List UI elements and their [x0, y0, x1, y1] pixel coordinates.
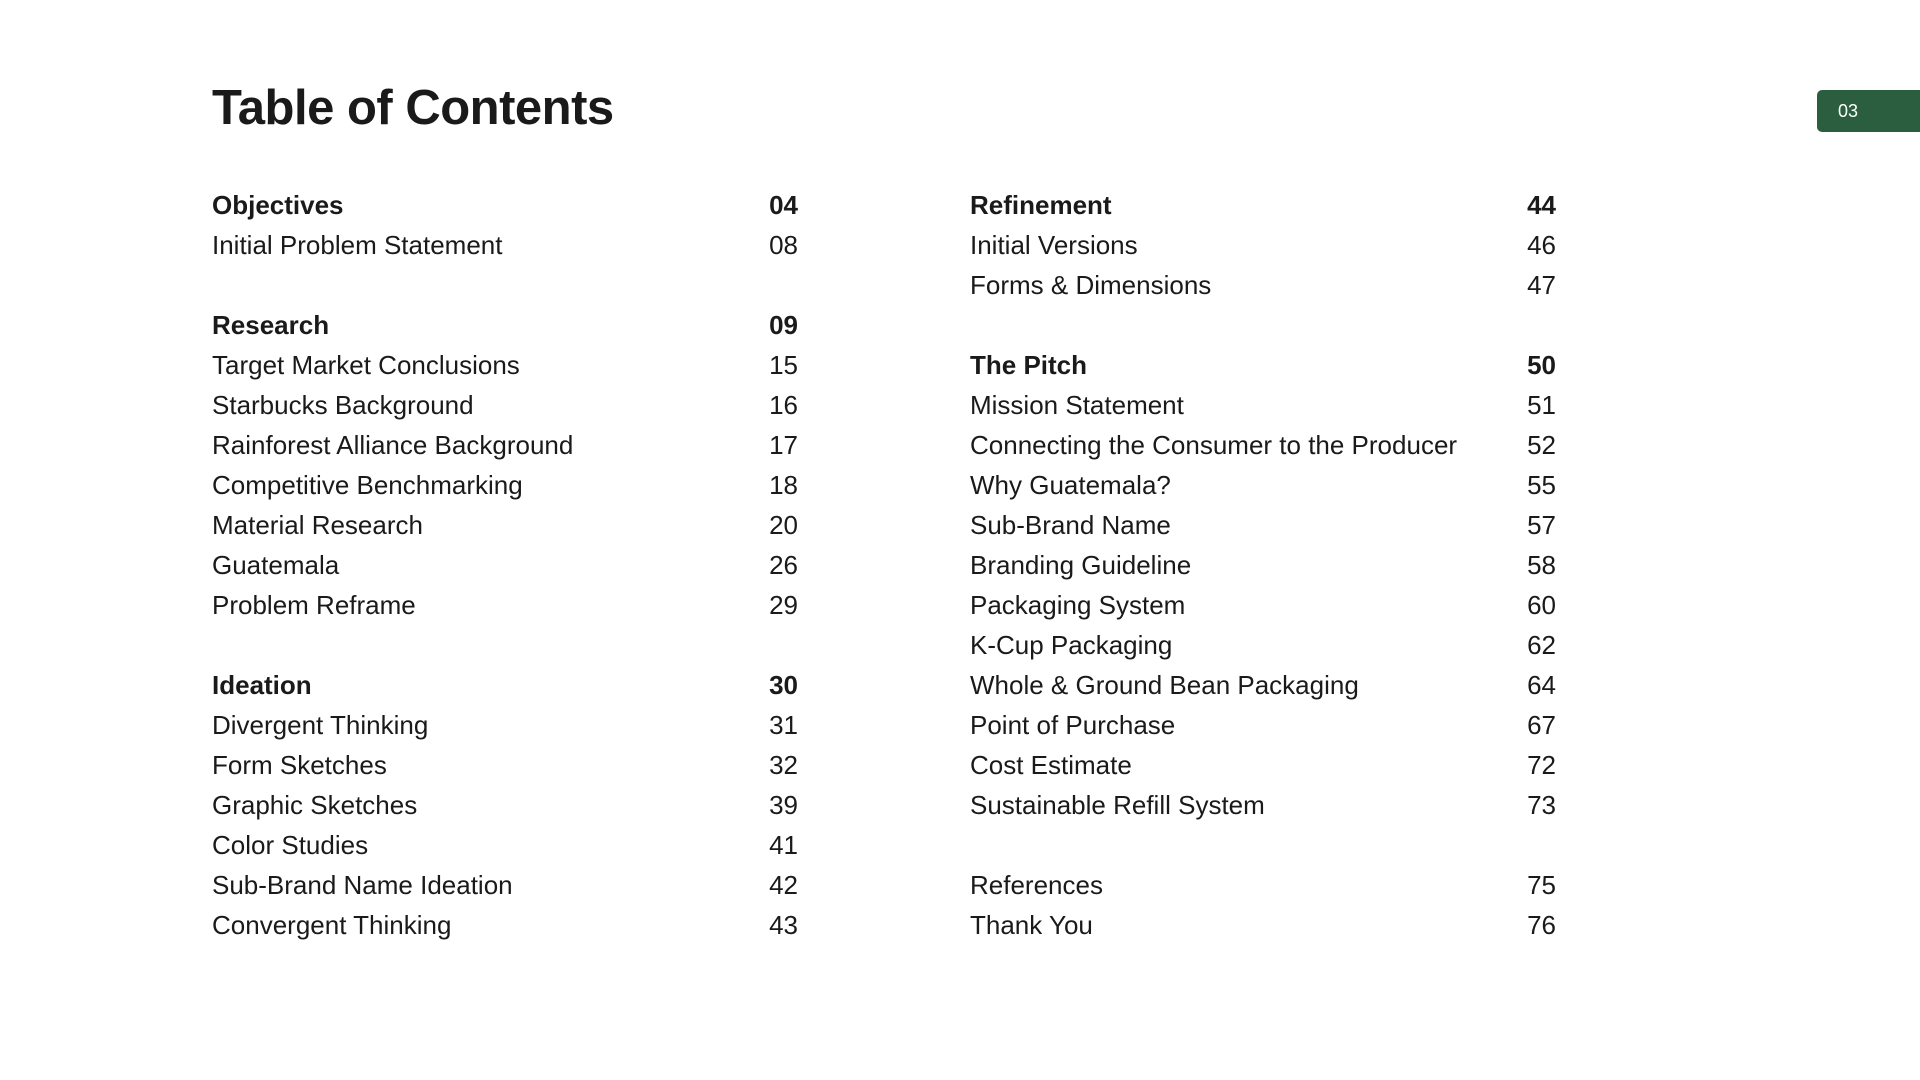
toc-entry — [970, 785, 1556, 825]
toc-entry-page-number: 51 — [1527, 390, 1556, 420]
toc-entry — [212, 505, 798, 545]
toc-entry-title: Branding Guideline — [970, 550, 1192, 580]
toc-entry-title: Material Research — [212, 510, 423, 540]
toc-entry-page-number: 72 — [1527, 750, 1556, 780]
toc-entry-title: Problem Reframe — [212, 590, 416, 620]
toc-entry-page-number: 26 — [769, 550, 798, 580]
toc-column-right — [970, 185, 1556, 945]
toc-spacer — [212, 265, 798, 305]
toc-entry-title: Whole & Ground Bean Packaging — [970, 670, 1359, 700]
toc-entry-title: Sub-Brand Name Ideation — [212, 870, 513, 900]
toc-section-heading — [970, 345, 1556, 385]
toc-entry-title: Point of Purchase — [970, 710, 1176, 740]
toc-entry-page-number: 44 — [1527, 190, 1556, 220]
toc-entry — [212, 465, 798, 505]
toc-entry-page-number: 18 — [769, 470, 798, 500]
toc-entry-title: Forms & Dimensions — [970, 270, 1212, 300]
toc-entry-title: Initial Versions — [970, 230, 1138, 260]
toc-entry — [970, 625, 1556, 665]
toc-entry-title: Form Sketches — [212, 750, 387, 780]
toc-entry-page-number: 31 — [769, 710, 798, 740]
toc-entry-page-number: 17 — [769, 430, 798, 460]
toc-entry-page-number: 04 — [769, 190, 798, 220]
toc-entry-title: The Pitch — [970, 350, 1088, 380]
toc-entry — [212, 745, 798, 785]
toc-spacer — [970, 305, 1556, 345]
toc-entry-title: Thank You — [970, 910, 1093, 940]
toc-entry — [970, 585, 1556, 625]
toc-entry — [970, 425, 1556, 465]
toc-section-heading — [212, 665, 798, 705]
toc-entry-page-number: 58 — [1527, 550, 1556, 580]
toc-entry — [970, 505, 1556, 545]
toc-entry-title: Research — [212, 310, 330, 340]
toc-entry — [212, 865, 798, 905]
page-number-badge: 03 — [1817, 90, 1920, 132]
toc-entry — [970, 665, 1556, 705]
toc-entry-title: Cost Estimate — [970, 750, 1132, 780]
toc-entry — [212, 785, 798, 825]
toc-entry — [212, 225, 798, 265]
toc-entry-page-number: 41 — [769, 830, 798, 860]
toc-entry-page-number: 62 — [1527, 630, 1556, 660]
toc-entry-page-number: 08 — [769, 230, 798, 260]
toc-entry — [970, 905, 1556, 945]
toc-entry-page-number: 16 — [769, 390, 798, 420]
toc-entry-title: Objectives — [212, 190, 344, 220]
toc-entry-page-number: 46 — [1527, 230, 1556, 260]
toc-entry — [212, 905, 798, 945]
toc-entry-title: References — [970, 870, 1103, 900]
toc-entry-title: Initial Problem Statement — [212, 230, 503, 260]
toc-entry — [970, 385, 1556, 425]
toc-entry-page-number: 29 — [769, 590, 798, 620]
toc-entry-title: Guatemala — [212, 550, 340, 580]
toc-entry-page-number: 32 — [769, 750, 798, 780]
toc-entry-title: Graphic Sketches — [212, 790, 418, 820]
toc-entry-title: Color Studies — [212, 830, 369, 860]
toc-entry-title: Connecting the Consumer to the Producer — [970, 430, 1458, 460]
toc-entry-page-number: 39 — [769, 790, 798, 820]
toc-entry-page-number: 55 — [1527, 470, 1556, 500]
toc-entry-page-number: 50 — [1527, 350, 1556, 380]
toc-entry-title: Competitive Benchmarking — [212, 470, 523, 500]
toc-entry-page-number: 57 — [1527, 510, 1556, 540]
toc-entry-title: Refinement — [970, 190, 1112, 220]
toc-entry-page-number: 76 — [1527, 910, 1556, 940]
toc-entry-title: Convergent Thinking — [212, 910, 452, 940]
toc-spacer — [970, 825, 1556, 865]
toc-entry — [970, 225, 1556, 265]
toc-entry-title: Rainforest Alliance Background — [212, 430, 574, 460]
toc-entry — [212, 345, 798, 385]
toc-section-heading — [970, 185, 1556, 225]
toc-entry — [212, 825, 798, 865]
toc-entry — [970, 745, 1556, 785]
toc-entry-page-number: 60 — [1527, 590, 1556, 620]
toc-entry-page-number: 73 — [1527, 790, 1556, 820]
toc-entry-title: Target Market Conclusions — [212, 350, 520, 380]
toc-entry-page-number: 67 — [1527, 710, 1556, 740]
toc-entry-title: K-Cup Packaging — [970, 630, 1173, 660]
toc-entry-page-number: 47 — [1527, 270, 1556, 300]
page-title: Table of Contents — [212, 81, 614, 135]
toc-entry-title: Mission Statement — [970, 390, 1184, 420]
toc-entry-page-number: 43 — [769, 910, 798, 940]
toc-entry — [212, 385, 798, 425]
toc-entry — [212, 545, 798, 585]
toc-entry-title: Sub-Brand Name — [970, 510, 1171, 540]
toc-entry-title: Starbucks Background — [212, 390, 474, 420]
toc-entry — [970, 865, 1556, 905]
toc-entry-title: Why Guatemala? — [970, 470, 1171, 500]
toc-entry — [212, 425, 798, 465]
toc-section-heading — [212, 305, 798, 345]
toc-entry — [970, 705, 1556, 745]
toc-entry-page-number: 64 — [1527, 670, 1556, 700]
toc-entry-page-number: 15 — [769, 350, 798, 380]
toc-entry — [970, 265, 1556, 305]
toc-spacer — [212, 625, 798, 665]
toc-section-heading — [212, 185, 798, 225]
toc-entry-page-number: 30 — [769, 670, 798, 700]
toc-entry-title: Ideation — [212, 670, 312, 700]
toc-entry-page-number: 52 — [1527, 430, 1556, 460]
toc-entry-title: Divergent Thinking — [212, 710, 429, 740]
toc-entry-page-number: 75 — [1527, 870, 1556, 900]
toc-entry — [212, 705, 798, 745]
toc-column-left — [212, 185, 798, 945]
toc-entry — [970, 545, 1556, 585]
toc-entry-page-number: 09 — [769, 310, 798, 340]
toc-entry — [970, 465, 1556, 505]
toc-entry-title: Packaging System — [970, 590, 1186, 620]
toc-entry-page-number: 42 — [769, 870, 798, 900]
toc-entry-title: Sustainable Refill System — [970, 790, 1265, 820]
toc-entry-page-number: 20 — [769, 510, 798, 540]
toc-entry — [212, 585, 798, 625]
